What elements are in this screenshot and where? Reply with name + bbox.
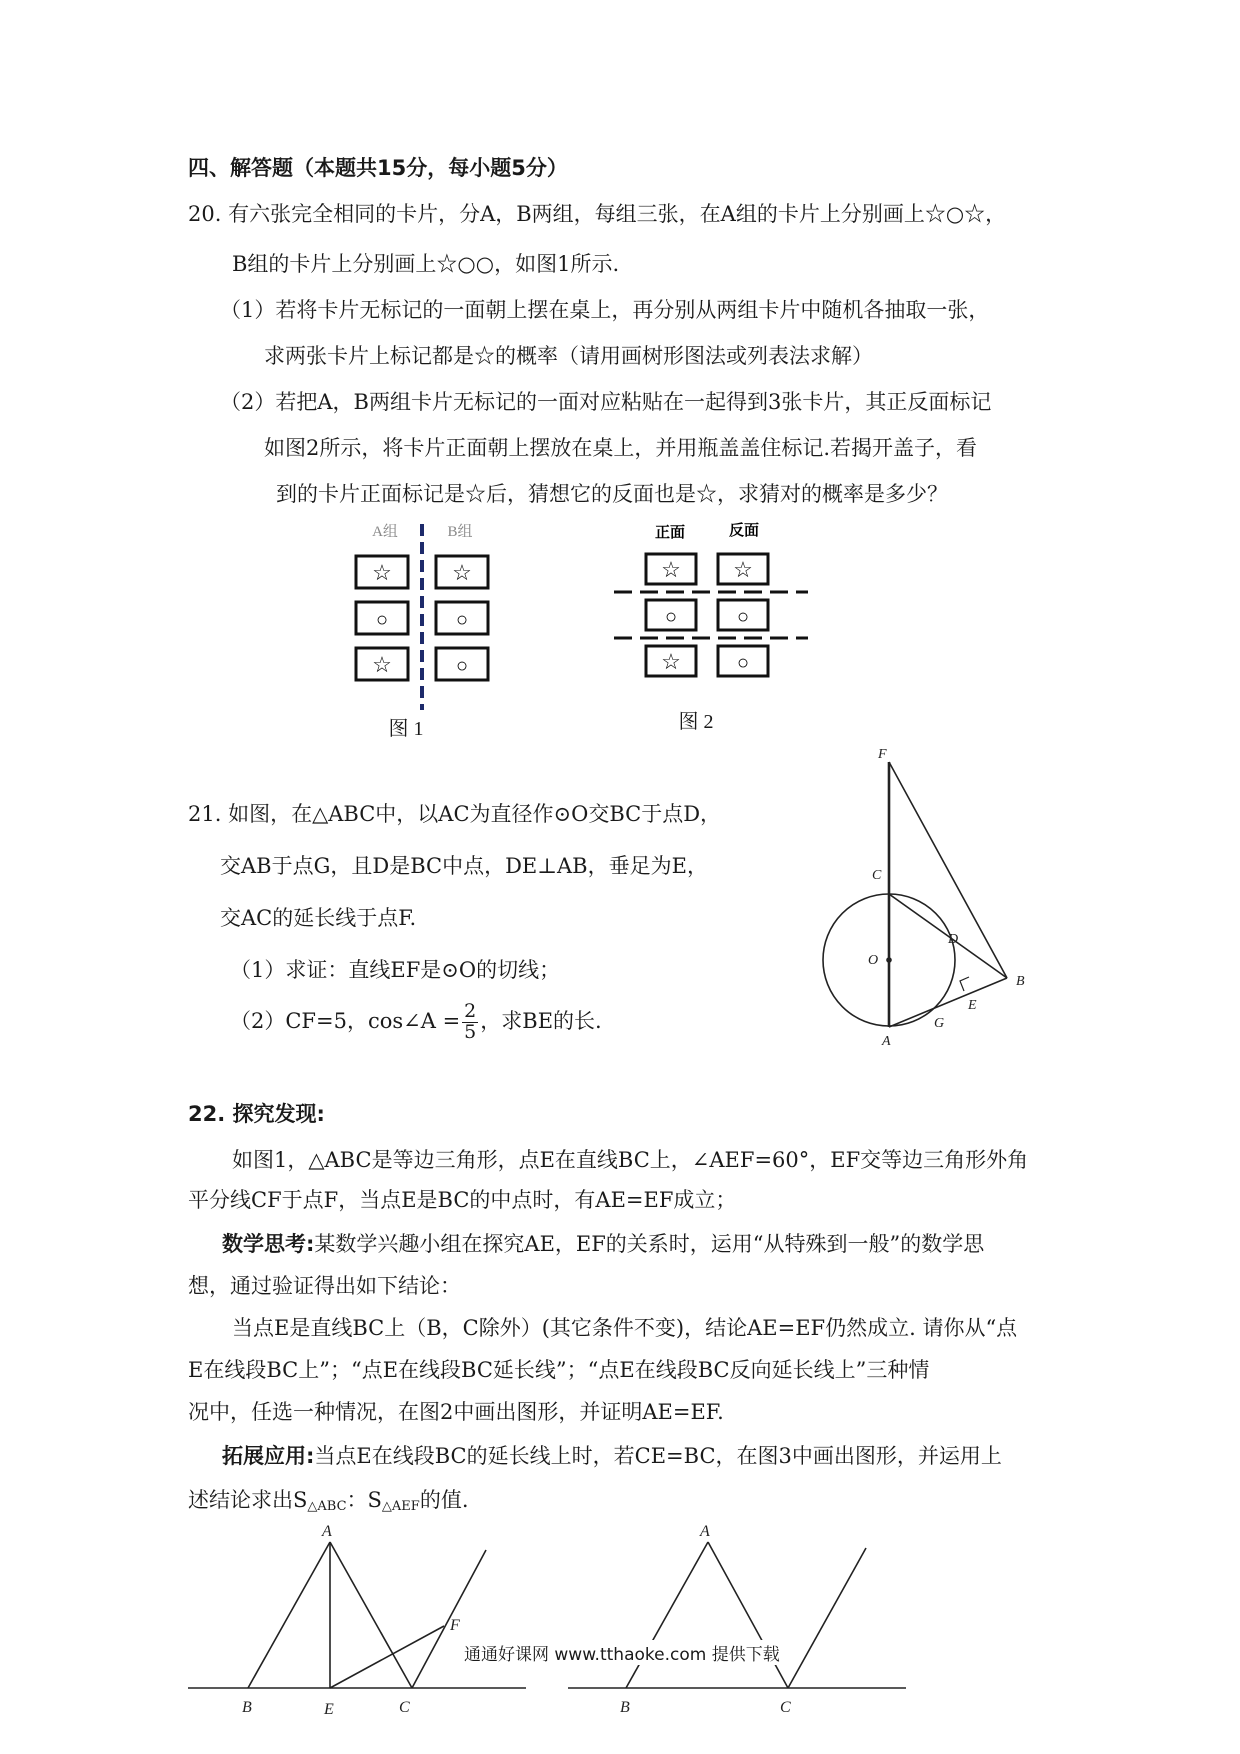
q22-fig2-line-ab: [626, 1542, 708, 1688]
fig2-front2-symbol: ○: [664, 606, 678, 628]
q21-label-b: B: [1016, 974, 1025, 989]
q22-fig1-label-e: E: [324, 1701, 334, 1718]
fig2-back2-symbol: ○: [736, 606, 750, 628]
q21-figure: [810, 740, 1040, 1050]
q21-part1: （1）求证：直线EF是⊙O的切线；: [230, 958, 561, 982]
fig1-label-b: B组: [447, 524, 473, 540]
q22-think-label: 数学思考:: [222, 1232, 315, 1256]
q22-fig1-line-ef: [330, 1626, 444, 1688]
q22-fig2-label-c: C: [780, 1699, 791, 1716]
q21-fraction-den: 5: [464, 1020, 477, 1043]
fig1-b1-symbol: ☆: [452, 560, 472, 585]
q21-label-g: G: [934, 1016, 945, 1031]
fig1-a1-symbol: ☆: [372, 560, 392, 585]
q22-cond-line3: 况中，任选一种情况，在图2中画出图形，并证明AE=EF.: [188, 1400, 724, 1424]
q22-fig2-line-ac: [708, 1542, 788, 1688]
q20-part2-line1: （2）若把A，B两组卡片无标记的一面对应粘贴在一起得到3张卡片，其正反面标记: [220, 390, 992, 414]
q20-line1: 20. 有六张完全相同的卡片，分A，B两组，每组三张，在A组的卡片上分别画上☆○☆，: [188, 202, 1007, 226]
q21-part2-pre: （2）CF=5，cos∠A =: [230, 1008, 461, 1033]
q22-fig1-label-a: A: [322, 1523, 332, 1540]
fig1-a2-symbol: ○: [375, 609, 389, 631]
q22-fig2-label-a: A: [700, 1523, 710, 1540]
q22-ext2-post: 的值.: [419, 1488, 469, 1512]
q21-fraction: [462, 1002, 478, 1043]
q22-ext-text1: 当点E在线段BC的延长线上时，若CE=BC，在图3中画出图形，并运用上: [314, 1444, 1002, 1468]
q20-line2: B组的卡片上分别画上☆○○，如图1所示.: [232, 252, 620, 276]
q22-fig1-label-c: C: [399, 1699, 410, 1716]
q22-cond-line2: E在线段BC上”；“点E在线段BC延长线”；“点E在线段BC反向延长线上”三种情: [188, 1358, 930, 1382]
q22-ext2-sub1: △ABC: [307, 1499, 347, 1514]
fig2-caption: 图 2: [678, 711, 714, 733]
q21-label-a: A: [882, 1034, 891, 1049]
fig2-label-back: 反面: [728, 523, 760, 539]
q22-fig1-label-f: F: [450, 1617, 460, 1634]
fig1-b2-symbol: ○: [455, 609, 469, 631]
q20-part2-line3: 到的卡片正面标记是☆后，猜想它的反面也是☆，求猜对的概率是多少？: [276, 482, 948, 506]
q21-part2: [230, 1002, 602, 1043]
q22-ext2-sub2: △AEF: [381, 1499, 420, 1514]
q22-figure-2: [566, 1518, 916, 1754]
q22-fig2-label-b: B: [620, 1699, 630, 1716]
q20-part2-line2: 如图2所示，将卡片正面朝上摆放在桌上，并用瓶盖盖住标记.若揭开盖子，看: [264, 436, 978, 460]
q22-fig1-line-ab: [248, 1542, 330, 1688]
q21-fraction-num: 2: [464, 1000, 477, 1022]
q21-center-dot: [886, 957, 892, 963]
fig2-front3-symbol: ☆: [661, 649, 681, 674]
q21-label-f: F: [878, 747, 887, 762]
fig1-label-a: A组: [372, 524, 398, 540]
q22-intro-line1: 如图1，△ABC是等边三角形，点E在直线BC上，∠AEF=60°，EF交等边三角形外角: [232, 1148, 1029, 1172]
fig1-a3-symbol: ☆: [372, 652, 392, 677]
q20-part1-line2: 求两张卡片上标记都是☆的概率（请用画树形图法或列表法求解）: [264, 344, 873, 368]
q21-label-o: O: [868, 953, 879, 968]
q20-figure-2: [608, 516, 818, 734]
q21-label-c: C: [872, 868, 882, 883]
q22-fig1-label-b: B: [242, 1699, 252, 1716]
q21-line1: 21. 如图，在△ABC中，以AC为直径作⊙O交BC于点D，: [188, 802, 722, 826]
q22-think-line2: 想，通过验证得出如下结论：: [188, 1274, 461, 1298]
q21-label-e: E: [968, 998, 977, 1013]
q21-line2: 交AB于点G，且D是BC中点，DE⊥AB，垂足为E，: [220, 854, 708, 878]
section-title: 四、解答题（本题共15分，每小题5分）: [188, 156, 568, 180]
q21-part2-post: ，求BE的长.: [480, 1008, 602, 1033]
q20-figure-1: [340, 516, 520, 740]
watermark: 通通好课网 www.tthaoke.com 提供下载: [460, 1640, 784, 1665]
q22-ext-line2: [188, 1484, 469, 1514]
fig2-label-front: 正面: [654, 525, 686, 541]
fig2-back3-symbol: ○: [736, 652, 750, 674]
q22-intro-line2: 平分线CF于点F，当点E是BC的中点时，有AE=EF成立；: [188, 1188, 737, 1212]
q22-ext2-mid: ：S: [346, 1488, 382, 1512]
q22-think-text1: 某数学兴趣小组在探究AE，EF的关系时，运用“从特殊到一般”的数学思: [314, 1232, 985, 1256]
q22-cond-line1: 当点E是直线BC上（B，C除外）(其它条件不变)，结论AE=EF仍然成立. 请你从“点: [232, 1316, 1018, 1340]
fig1-b3-symbol: ○: [455, 655, 469, 677]
q22-think-line1: [222, 1228, 984, 1258]
fig1-caption: 图 1: [388, 718, 424, 740]
q21-right-angle-mark: [960, 977, 969, 991]
q22-ext2-pre: 述结论求出S: [188, 1488, 308, 1512]
fig2-back1-symbol: ☆: [733, 557, 753, 582]
q22-figure-1: [186, 1518, 536, 1754]
fig2-front1-symbol: ☆: [661, 557, 681, 582]
q20-part1-line1: （1）若将卡片无标记的一面朝上摆在桌上，再分别从两组卡片中随机各抽取一张，: [220, 298, 990, 322]
q22-fig2-line-ray: [788, 1548, 866, 1688]
q22-ext-line1: [222, 1440, 1002, 1470]
q22-fig1-line-cf: [412, 1550, 486, 1688]
q21-line3: 交AC的延长线于点F.: [220, 906, 417, 930]
q22-title: 22. 探究发现:: [188, 1102, 325, 1126]
q21-line-ab: [889, 978, 1007, 1027]
q22-ext-label: 拓展应用:: [222, 1444, 315, 1468]
q21-label-d: D: [948, 932, 959, 947]
